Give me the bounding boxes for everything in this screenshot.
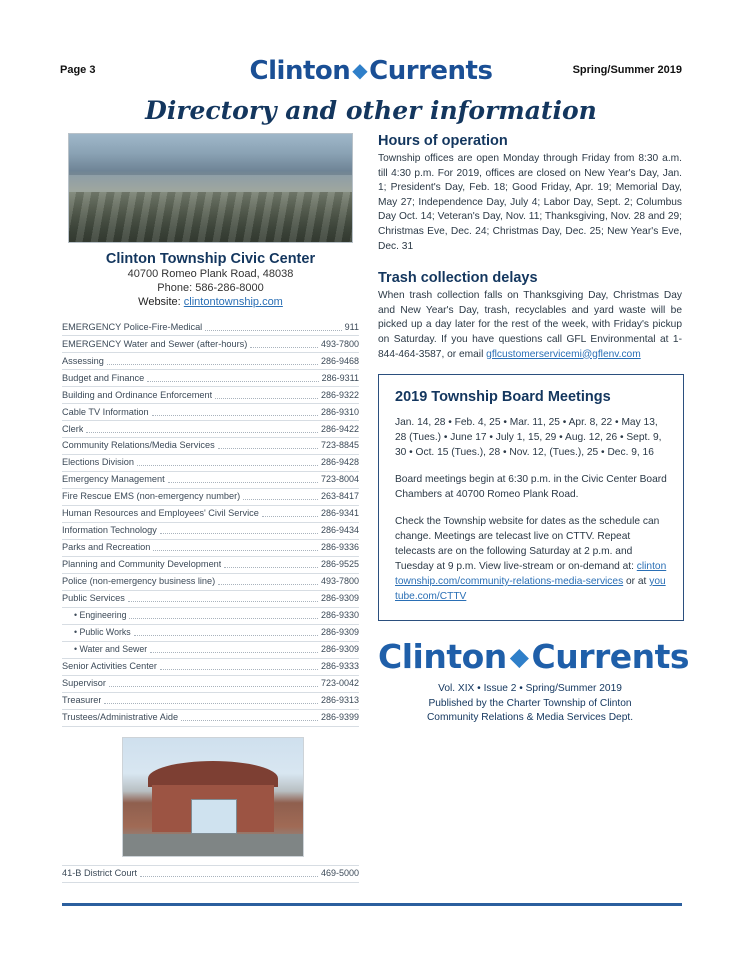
masthead-part1: Clinton: [249, 56, 351, 86]
media-services-link[interactable]: clintontownship.com/community-relations-media-services: [395, 561, 667, 588]
footer-divider: [62, 903, 682, 906]
footer-masthead-part2: Currents: [531, 637, 690, 677]
directory-department-name: Clerk: [62, 423, 84, 434]
meeting-location: Board meetings begin at 6:30 p.m. in the Civic Center Board Chambers at 40700 Romeo Plank Road.: [395, 474, 667, 501]
website-label: Website:: [138, 296, 181, 308]
department-directory: [62, 319, 359, 727]
directory-phone-number: 286-9309: [320, 644, 359, 655]
board-meetings-title: 2019 Township Board Meetings: [395, 389, 611, 406]
directory-leader-dots: [218, 441, 318, 449]
directory-row: [62, 659, 359, 676]
board-meetings-body: [395, 415, 667, 604]
court-building-photo: [122, 737, 304, 857]
footer-department: Community Relations & Media Services Dept.: [426, 712, 634, 724]
issue-date: Spring/Summer 2019: [572, 64, 682, 76]
directory-phone-number: 286-9428: [320, 457, 359, 468]
directory-phone-number: 286-9330: [320, 610, 359, 621]
directory-row: [62, 540, 359, 557]
directory-phone-number: 286-9341: [320, 508, 359, 519]
directory-row: [62, 421, 359, 438]
page-header: [60, 58, 682, 92]
directory-phone-number: 469-5000: [320, 868, 359, 879]
website-link[interactable]: clintontownship.com: [183, 296, 283, 308]
directory-department-name: • Water and Sewer: [74, 644, 148, 655]
directory-row: [62, 387, 359, 404]
directory-department-name: Elections Division: [62, 457, 134, 468]
directory-leader-dots: [104, 696, 317, 704]
directory-row: [62, 866, 359, 883]
directory-leader-dots: [205, 323, 341, 331]
directory-leader-dots: [218, 577, 318, 585]
directory-row: [62, 693, 359, 710]
footer-publisher: Published by the Charter Township of Clinton: [428, 697, 632, 709]
directory-leader-dots: [243, 492, 318, 500]
directory-leader-dots: [160, 662, 318, 670]
directory-phone-number: 286-9309: [320, 593, 359, 604]
directory-phone-number: 286-9311: [321, 372, 359, 383]
directory-department-name: Information Technology: [62, 525, 157, 536]
directory-department-name: Senior Activities Center: [62, 661, 157, 672]
hours-section: [378, 133, 682, 254]
directory-phone-number: 286-9336: [320, 542, 359, 553]
footer-info: [378, 682, 682, 726]
directory-phone-number: 286-9313: [320, 695, 359, 706]
directory-leader-dots: [109, 679, 318, 687]
trash-body-text: When trash collection falls on Thanksgiving Day, Christmas Day and New Year's Day, trash, recyclables and yard waste will be picked up a day later for the rest of the week, with Friday's pickup on Saturday. If you have questions call GFL Environmental at 1-844-464-3587, or email: [378, 290, 682, 360]
directory-row: [62, 472, 359, 489]
directory-leader-dots: [250, 340, 318, 348]
directory-row: [62, 557, 359, 574]
directory-department-name: • Public Works: [74, 627, 131, 638]
photo-ground: [123, 834, 303, 855]
photo-roof: [148, 761, 278, 787]
directory-phone-number: 286-9399: [320, 712, 359, 723]
directory-leader-dots: [128, 594, 318, 602]
trash-body: [378, 289, 682, 362]
directory-row: [62, 336, 359, 353]
footer-masthead-part1: Clinton: [378, 637, 507, 677]
directory-department-name: Public Services: [62, 593, 125, 604]
directory-leader-dots: [129, 611, 317, 619]
directory-department-name: Trustees/Administrative Aide: [62, 712, 179, 723]
hours-body: Township offices are open Monday through Friday from 8:30 a.m. till 4:30 p.m. For 2019, offices are closed on New Year's Day, Jan. 1; President's Day, Feb. 18; Good Friday, Apr. 19; Memorial Day, May 27; Independence Day, July 4; Labor Day, Sept. 2; Columbus Day Oct. 14; Veteran's Day, Nov. 11; Thanksgiving, Nov. 28 and 29; Christmas Eve, Dec. 24; Christmas Day, Dec. 25; New Year's Eve, Dec. 31: [378, 153, 682, 252]
directory-leader-dots: [168, 475, 318, 483]
directory-leader-dots: [134, 628, 318, 636]
directory-department-name: Human Resources and Employees' Civil Service: [62, 508, 259, 519]
directory-phone-number: 723-0042: [320, 678, 359, 689]
directory-phone-number: 286-9434: [320, 525, 359, 536]
directory-department-name: Treasurer: [62, 695, 102, 706]
directory-row: [62, 642, 359, 659]
directory-row: [62, 455, 359, 472]
photo-band: [69, 175, 352, 192]
directory-row: [62, 625, 359, 642]
right-column: [378, 133, 690, 726]
hours-title: Hours of operation: [378, 133, 508, 149]
directory-leader-dots: [147, 374, 318, 382]
meeting-dates: Jan. 14, 28 • Feb. 4, 25 • Mar. 11, 25 • Apr. 8, 22 • May 13, 28 (Tues.) • June 17 • July 1, 15, 29 • Aug. 12, 26 • Sept. 9, 30 • Oct. 15 (Tues.), 28 • Nov. 12, (Tues.), 25 • Dec. 9, 16: [395, 417, 662, 459]
trash-section: [378, 270, 682, 362]
directory-phone-number: 493-7800: [320, 338, 359, 349]
directory-row: [62, 353, 359, 370]
directory-department-name: 41-B District Court: [62, 868, 138, 879]
directory-phone-number: 286-9309: [320, 627, 359, 638]
telecast-text: Check the Township website for dates as the schedule can change. Meetings are telecast live on CTTV. Repeat telecasts are on the following Saturday at 2 p.m. and Tuesday at 9 p.m. View live-stream or on-demand at:: [395, 516, 660, 573]
civic-center-address: 40700 Romeo Plank Road, 48038: [127, 268, 294, 280]
directory-row: [62, 523, 359, 540]
directory-footer-row: [62, 865, 359, 883]
directory-department-name: • Engineering: [74, 610, 127, 621]
directory-leader-dots: [224, 560, 318, 568]
directory-leader-dots: [140, 869, 318, 877]
directory-row: [62, 489, 359, 506]
board-meetings-box: [378, 374, 684, 621]
directory-row: [62, 676, 359, 693]
directory-department-name: Building and Ordinance Enforcement: [62, 389, 213, 400]
directory-row: [62, 574, 359, 591]
aerial-photo-image: [68, 133, 353, 243]
meeting-telecast-info: [395, 514, 667, 604]
directory-department-name: Supervisor: [62, 678, 106, 689]
directory-department-name: EMERGENCY Police-Fire-Medical: [62, 321, 203, 332]
directory-leader-dots: [86, 425, 318, 433]
diamond-icon: ◆: [352, 58, 368, 82]
youtube-cttv-link[interactable]: youtube.com/CTTV: [395, 576, 666, 603]
directory-phone-number: 286-9310: [320, 406, 359, 417]
directory-department-name: Cable TV Information: [62, 406, 149, 417]
directory-row: [62, 438, 359, 455]
directory-department-name: EMERGENCY Water and Sewer (after-hours): [62, 338, 248, 349]
civic-center-website-line: [62, 295, 359, 309]
directory-row: [62, 710, 359, 727]
directory-department-name: Assessing: [62, 355, 104, 366]
directory-phone-number: 911: [344, 321, 359, 332]
footer-volume: Vol. XIX • Issue 2 • Spring/Summer 2019: [438, 683, 622, 695]
directory-row: [62, 319, 359, 336]
directory-leader-dots: [215, 391, 318, 399]
trash-title: Trash collection delays: [378, 270, 538, 287]
directory-phone-number: 286-9333: [320, 661, 359, 672]
directory-phone-number: 286-9322: [320, 389, 359, 400]
directory-phone-number: 286-9525: [320, 559, 359, 570]
left-column: [62, 133, 359, 883]
civic-center-phone: Phone: 586-286-8000: [157, 282, 264, 294]
directory-leader-dots: [262, 509, 318, 517]
directory-leader-dots: [160, 526, 318, 534]
directory-department-name: Parks and Recreation: [62, 542, 151, 553]
page-number: Page 3: [60, 64, 96, 76]
masthead-logo: [250, 56, 493, 86]
directory-row: [62, 591, 359, 608]
footer-masthead-logo: [378, 637, 690, 677]
civic-center-name: Clinton Township Civic Center: [105, 251, 316, 267]
masthead-part2: Currents: [369, 56, 493, 86]
directory-department-name: Emergency Management: [62, 474, 165, 485]
directory-row: [62, 506, 359, 523]
directory-department-name: Budget and Finance: [62, 372, 145, 383]
directory-leader-dots: [150, 645, 318, 653]
directory-phone-number: 723-8004: [320, 474, 359, 485]
directory-row: [62, 608, 359, 625]
directory-row: [62, 370, 359, 387]
page-title: Directory and other information: [145, 96, 597, 125]
directory-leader-dots: [153, 543, 318, 551]
directory-phone-number: 286-9422: [320, 423, 359, 434]
photo-entrance: [191, 799, 236, 834]
directory-leader-dots: [107, 357, 318, 365]
directory-department-name: Community Relations/Media Services: [62, 440, 215, 451]
directory-leader-dots: [137, 458, 318, 466]
directory-department-name: Fire Rescue EMS (non-emergency number): [62, 491, 241, 502]
directory-phone-number: 263-8417: [320, 491, 359, 502]
directory-row: [62, 404, 359, 421]
directory-phone-number: 493-7800: [320, 576, 359, 587]
directory-department-name: Police (non-emergency business line): [62, 576, 216, 587]
link-conjunction: or at: [623, 576, 650, 588]
footer-diamond-icon: ◆: [509, 642, 529, 672]
directory-leader-dots: [181, 713, 318, 721]
directory-department-name: Planning and Community Development: [62, 559, 222, 570]
directory-phone-number: 286-9468: [320, 355, 359, 366]
directory-phone-number: 723-8845: [320, 440, 359, 451]
gfl-email-link[interactable]: gflcustomerservicemi@gflenv.com: [486, 348, 641, 360]
directory-leader-dots: [152, 408, 318, 416]
section-gap: [378, 254, 682, 270]
